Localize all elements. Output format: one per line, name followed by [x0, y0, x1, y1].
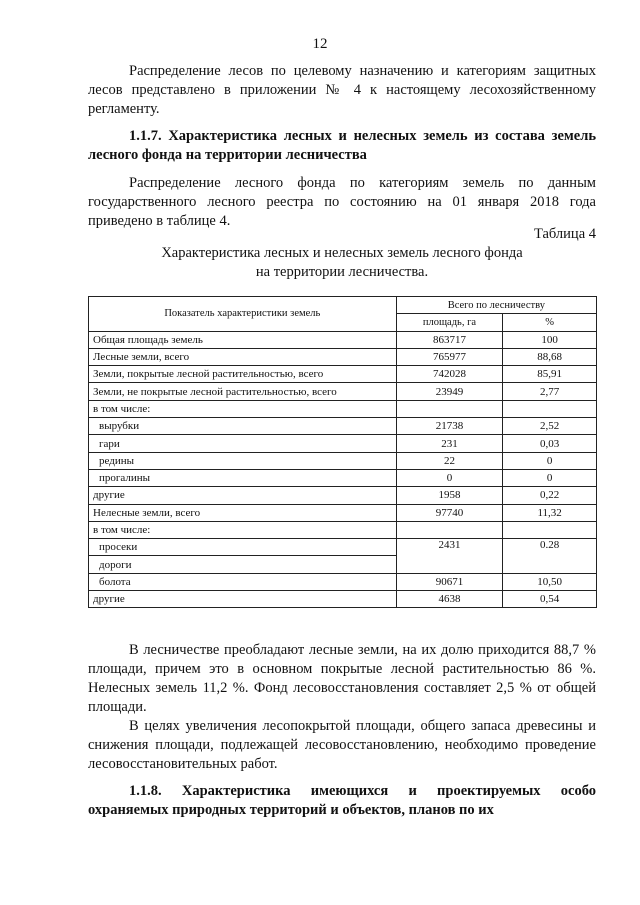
header-area: площадь, га — [396, 314, 503, 331]
after-table-paragraph-2: В целях увеличения лесопокрытой площади, общего запаса древесины и снижения площади, подлежащей лесовосстановлению, необходимо проведение лесовосстановительных работ. — [88, 718, 596, 772]
row-area — [396, 521, 503, 538]
table-row — [89, 331, 597, 348]
table-row — [89, 418, 597, 435]
table-row — [89, 452, 597, 469]
page-number: 12 — [312, 36, 328, 52]
row-percent: 0,03 — [503, 435, 597, 452]
row-area: 97740 — [396, 504, 503, 521]
row-label: другие — [89, 591, 397, 608]
table-row — [89, 383, 597, 400]
after-table-paragraph-1: В лесничестве преобладают лесные земли, на их долю приходится 88,7 % площади, причем это в основном покрытые лесной растительностью 86 %. Нелесных земель 11,2 %. Фонд лесовосстановления составляет 2,5 % от общей площади. — [88, 642, 596, 715]
row-percent: 0 — [503, 469, 597, 486]
header-percent: % — [503, 314, 597, 331]
row-area: 863717 — [396, 331, 503, 348]
row-label: Земли, покрытые лесной растительностью, всего — [89, 366, 397, 383]
row-percent: 10,50 — [503, 573, 597, 590]
table-row — [89, 487, 597, 504]
row-percent: 2,52 — [503, 418, 597, 435]
row-label: Лесные земли, всего — [89, 348, 397, 365]
row-area: 90671 — [396, 573, 503, 590]
row-label: Земли, не покрытые лесной растительностью, всего — [89, 383, 397, 400]
row-label: просеки — [89, 539, 397, 556]
row-label: гари — [89, 435, 397, 452]
table-row — [89, 539, 597, 556]
row-percent: 0,22 — [503, 487, 597, 504]
table-row — [89, 573, 597, 590]
row-area: 2431 — [396, 539, 503, 574]
section-1-1-7-paragraph: Распределение лесного фонда по категориям земель по данным государственного лесного реестра по состоянию на 01 января 2018 года приведено в таблице 4. — [88, 175, 596, 229]
row-label: болота — [89, 573, 397, 590]
row-label: вырубки — [89, 418, 397, 435]
table-row — [89, 400, 597, 417]
header-indicator: Показатель характеристики земель — [89, 297, 397, 332]
table-row — [89, 521, 597, 538]
table-row — [89, 469, 597, 486]
table-row — [89, 504, 597, 521]
row-label: прогалины — [89, 469, 397, 486]
table-title-line1: Характеристика лесных и нелесных земель лесного фонда — [161, 245, 523, 261]
row-percent: 85,91 — [503, 366, 597, 383]
row-area: 231 — [396, 435, 503, 452]
row-area: 742028 — [396, 366, 503, 383]
row-percent — [503, 521, 597, 538]
row-area: 23949 — [396, 383, 503, 400]
row-label: Общая площадь земель — [89, 331, 397, 348]
intro-paragraph: Распределение лесов по целевому назначению и категориям защитных лесов представлено в приложении № 4 к настоящему лесохозяйственному регламенту. — [88, 63, 596, 117]
row-area: 1958 — [396, 487, 503, 504]
row-percent: 88,68 — [503, 348, 597, 365]
table-label: Таблица 4 — [533, 226, 596, 242]
table-row — [89, 348, 597, 365]
table-row — [89, 435, 597, 452]
row-label: дороги — [89, 556, 397, 573]
row-percent: 0 — [503, 452, 597, 469]
table-row — [89, 366, 597, 383]
row-area: 21738 — [396, 418, 503, 435]
row-percent: 11,32 — [503, 504, 597, 521]
row-label: редины — [89, 452, 397, 469]
row-percent: 0.28 — [503, 539, 597, 574]
section-1-1-8-heading: 1.1.8. Характеристика имеющихся и проектируемых особо охраняемых природных территорий и объектов, планов по их — [88, 783, 596, 818]
row-label: Нелесные земли, всего — [89, 504, 397, 521]
row-label: другие — [89, 487, 397, 504]
land-characteristics-table — [88, 296, 597, 608]
row-label: в том числе: — [89, 400, 397, 417]
section-1-1-7-heading: 1.1.7. Характеристика лесных и нелесных земель из состава земель лесного фонда на территории лесничества — [88, 128, 596, 163]
row-percent: 0,54 — [503, 591, 597, 608]
row-percent — [503, 400, 597, 417]
table-row — [89, 591, 597, 608]
row-percent: 100 — [503, 331, 597, 348]
row-area — [396, 400, 503, 417]
row-area: 4638 — [396, 591, 503, 608]
row-area: 0 — [396, 469, 503, 486]
table-title-line2: на территории лесничества. — [255, 264, 429, 280]
row-percent: 2,77 — [503, 383, 597, 400]
row-label: в том числе: — [89, 521, 397, 538]
row-area: 765977 — [396, 348, 503, 365]
row-area: 22 — [396, 452, 503, 469]
header-total: Всего по лесничеству — [396, 297, 596, 314]
